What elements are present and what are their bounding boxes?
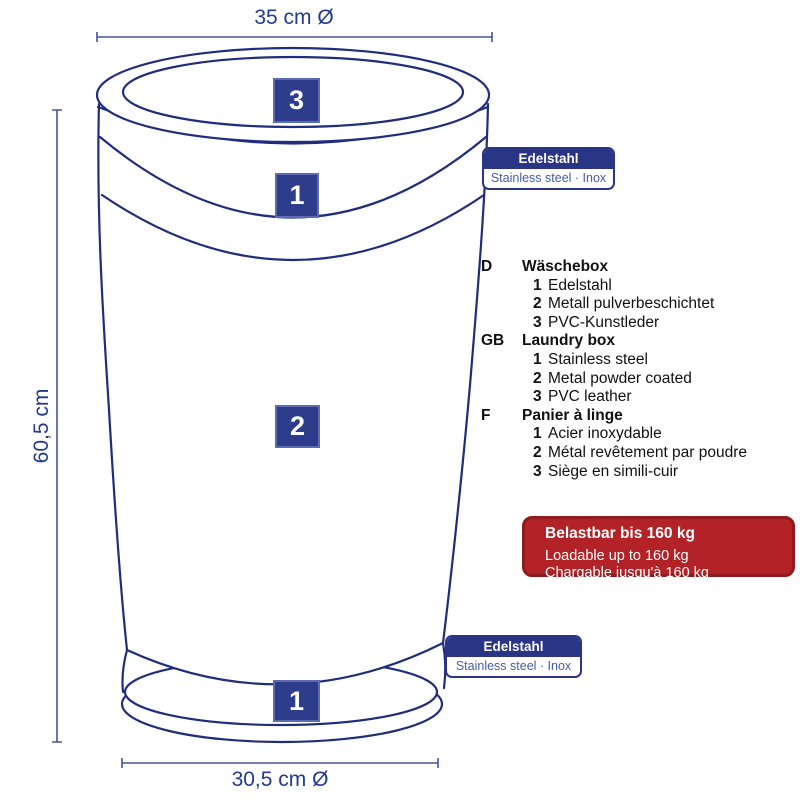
top-diameter-label: 35 cm Ø bbox=[254, 6, 334, 29]
legend-item bbox=[481, 425, 781, 444]
legend-item bbox=[481, 314, 781, 333]
item-number: 3 bbox=[533, 313, 542, 331]
material-badge-top bbox=[482, 147, 615, 190]
legend-item bbox=[481, 463, 781, 482]
item-text: Metal powder coated bbox=[548, 369, 692, 387]
language-code: D bbox=[481, 258, 493, 275]
parts-legend bbox=[481, 258, 781, 481]
section-title: Laundry box bbox=[522, 332, 616, 350]
legend-item bbox=[481, 388, 781, 407]
section-title: Wäschebox bbox=[522, 258, 609, 275]
item-text: Siège en simili-cuir bbox=[548, 462, 679, 480]
legend-item bbox=[481, 295, 781, 314]
bottom-diameter-label: 30,5 cm Ø bbox=[231, 768, 329, 791]
item-text: Edelstahl bbox=[548, 276, 612, 294]
item-text: PVC leather bbox=[548, 388, 632, 406]
material-badge-title: Edelstahl bbox=[484, 149, 613, 169]
item-text: Acier inoxydable bbox=[548, 425, 662, 443]
legend-section-title bbox=[481, 332, 781, 351]
item-text: Metall pulverbeschichtet bbox=[548, 295, 715, 313]
bottom-dimension-line bbox=[122, 758, 438, 768]
top-dimension-line bbox=[97, 32, 492, 42]
item-number: 1 bbox=[533, 425, 542, 443]
legend-section-title bbox=[481, 407, 781, 426]
legend-section-title bbox=[481, 258, 781, 277]
section-title: Panier à linge bbox=[522, 406, 623, 424]
legend-item bbox=[481, 370, 781, 389]
part-marker-lid: 3 bbox=[273, 78, 320, 123]
item-number: 3 bbox=[533, 462, 542, 480]
load-capacity-badge bbox=[522, 516, 795, 581]
part-marker-top-ring: 1 bbox=[275, 173, 319, 218]
material-badge-subtitle: Stainless steel · Inox bbox=[490, 171, 607, 185]
material-badge-bottom bbox=[445, 635, 582, 678]
language-code: F bbox=[481, 406, 491, 424]
load-capacity-en: Loadable up to 160 kg bbox=[545, 548, 689, 564]
load-capacity-fr: Chargable jusqu'à 160 kg bbox=[545, 564, 709, 581]
part-marker-body: 2 bbox=[275, 405, 320, 448]
legend-item bbox=[481, 277, 781, 296]
item-number: 1 bbox=[533, 276, 542, 294]
item-number: 2 bbox=[533, 369, 542, 387]
legend-item bbox=[481, 444, 781, 463]
language-code: GB bbox=[481, 332, 505, 350]
material-badge-title: Edelstahl bbox=[447, 637, 580, 657]
load-capacity-de: Belastbar bis 160 kg bbox=[545, 525, 695, 542]
item-text: Stainless steel bbox=[548, 350, 648, 368]
height-label: 60,5 cm bbox=[30, 388, 53, 464]
item-text: Métal revêtement par poudre bbox=[548, 443, 748, 461]
item-text: PVC-Kunstleder bbox=[548, 313, 660, 331]
material-badge-subtitle: Stainless steel · Inox bbox=[455, 659, 572, 673]
item-number: 2 bbox=[533, 443, 542, 461]
item-number: 1 bbox=[533, 350, 542, 368]
legend-item bbox=[481, 351, 781, 370]
item-number: 2 bbox=[533, 295, 542, 313]
item-number: 3 bbox=[533, 388, 542, 406]
part-marker-bottom-ring: 1 bbox=[273, 680, 320, 722]
